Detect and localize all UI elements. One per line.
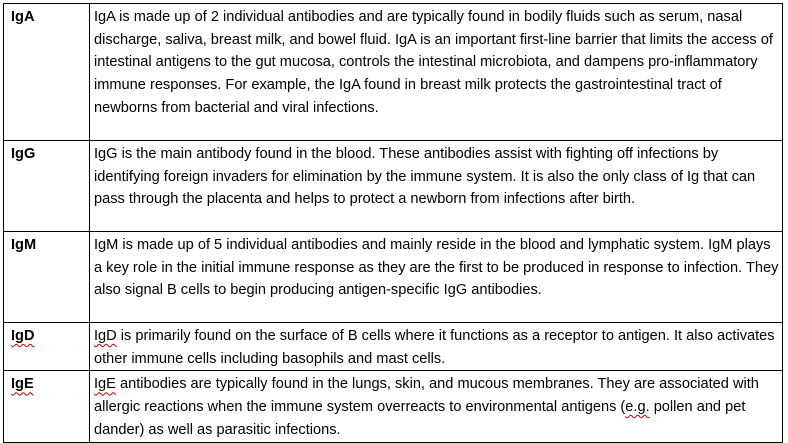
ige-description-text-after: pollen and pet dander) as well as parasitic infections. xyxy=(94,399,746,438)
row-label-ige-text: IgE xyxy=(11,376,34,393)
row-label-ige xyxy=(4,371,90,442)
table-row xyxy=(4,232,783,323)
ige-eg-abbreviation: e.g. xyxy=(625,399,650,416)
row-description-iga: IgA is made up of 2 individual antibodies and are typically found in bodily fluids such as serum, nasal discharge, saliva, breast milk, and bowel fluid. IgA is an important first-line barrier that limits the access of intestinal antigens to the gut mucosa, controls the intestinal microbiota, and dampens pro-inflammatory immune responses. For example, the IgA found in breast milk protects the gastrointestinal tract of newborns from bacterial and viral infections. xyxy=(90,4,783,141)
table-row xyxy=(4,141,783,232)
immunoglobulin-table xyxy=(3,3,783,443)
row-label-igg: IgG xyxy=(4,141,90,232)
row-description-igm: IgM is made up of 5 individual antibodies and mainly reside in the blood and lymphatic system. IgM plays a key role in the initial immune response as they are the first to be produced in response to infection. They also signal B cells to begin producing antigen-specific IgG antibodies. xyxy=(90,232,783,323)
table-row xyxy=(4,323,783,371)
immunoglobulin-table-container xyxy=(3,3,783,438)
igd-lead-term: IgD xyxy=(94,328,117,344)
igd-description-text: is primarily found on the surface of B cells where it functions as a receptor to antigen. It also activates other immune cells including basophils and mast cells. xyxy=(94,328,775,367)
row-description-igg: IgG is the main antibody found in the blood. These antibodies assist with fighting off infections by identifying foreign invaders for elimination by the immune system. It is also the only class of Ig that can pass through the placenta and helps to protect a newborn from infections after birth. xyxy=(90,141,783,232)
row-description-ige xyxy=(90,371,783,442)
row-label-igd xyxy=(4,323,90,371)
row-description-igd xyxy=(90,323,783,371)
ige-description-text-before: antibodies are typically found in the lungs, skin, and mucous membranes. They are associated with allergic reactions when the immune system overreacts to environmental antigens ( xyxy=(94,376,759,416)
ige-lead-term: IgE xyxy=(94,376,116,393)
table-row xyxy=(4,371,783,442)
row-label-igd-text: IgD xyxy=(11,328,35,344)
row-label-igm: IgM xyxy=(4,232,90,323)
row-label-iga: IgA xyxy=(4,4,90,141)
table-row xyxy=(4,4,783,141)
